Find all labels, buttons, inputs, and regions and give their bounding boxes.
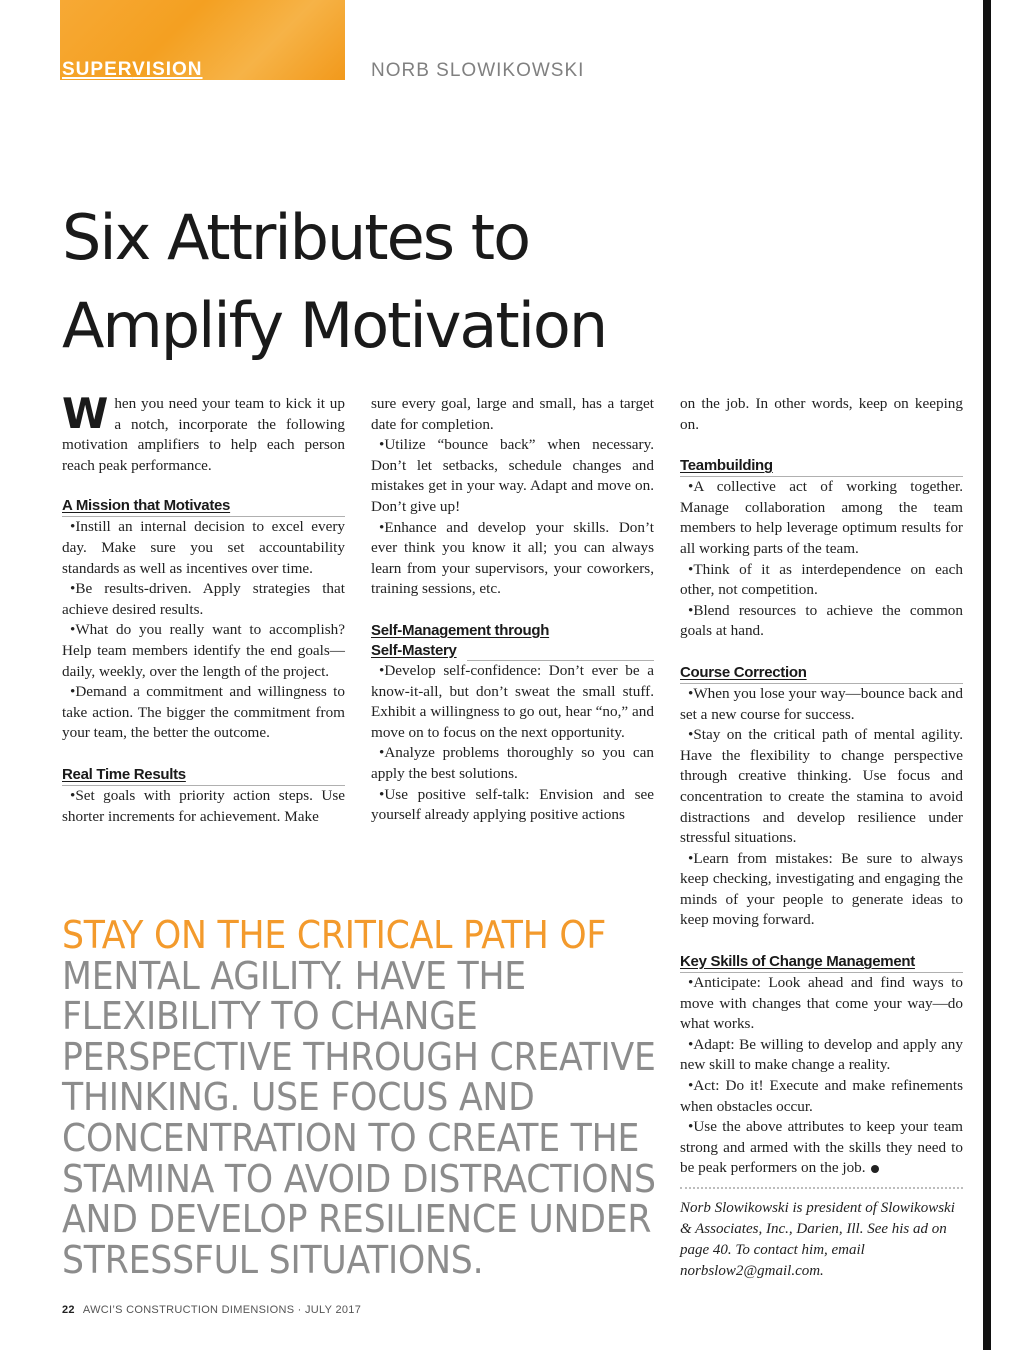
bullet-item: •Enhance and develop your skills. Don’t ever think you know it all; you can always learn from your supervisors, your coworkers, training sessions, etc. <box>371 518 654 598</box>
bullet-item: •Utilize “bounce back” when necessary. Don’t let setbacks, schedule changes and mistakes get in your way. Adapt and move on. Don’t give up! <box>371 436 654 515</box>
bio-divider <box>680 1187 963 1189</box>
publication-name: AWCI’S CONSTRUCTION DIMENSIONS · JULY 2017 <box>82 1304 362 1316</box>
pull-quote <box>62 913 662 1283</box>
bullet-item: •Act: Do it! Execute and make refinements when obstacles occur. <box>680 1077 963 1115</box>
drop-cap: W <box>62 389 109 438</box>
pull-quote-body: MENTAL AGILITY. HAVE THE FLEXIBILITY TO CHANGE PERSPECTIVE THROUGH CREATIVE THINKING. USE FOCUS AND CONCENTRATION TO CREATE THE STAMINA TO AVOID DISTRACTIONS AND DEVELOP RESILIENCE UNDER STRESSFUL SITUATIONS. <box>62 953 656 1283</box>
bullet-item: •Demand a commitment and willingness to take action. The bigger the commitment from your team, the better the outcome. <box>62 683 345 742</box>
bullet-item: •Analyze problems thoroughly so you can apply the best solutions. <box>371 744 654 782</box>
title-line-2: Amplify Motivation <box>62 289 607 362</box>
page-footer <box>62 1304 361 1316</box>
article-title <box>62 194 762 370</box>
bullet-continuation: on the job. In other words, keep on keeping on. <box>680 395 963 433</box>
bullet-item: •Be results-driven. Apply strategies that achieve desired results. <box>62 580 345 618</box>
section-tag-light: VISION <box>132 59 203 80</box>
subhead-realtime: Real Time Results <box>62 765 345 786</box>
subhead-mission: A Mission that Motivates <box>62 496 345 517</box>
bullet-item: •Develop self-confidence: Don’t ever be a know-it-all, but don’t sweat the small stuff. Exhibit a willingness to go out, hear “no,” and move on to focus on the next opportunity. <box>371 661 654 741</box>
intro-paragraph <box>62 389 345 476</box>
subhead-course-correction: Course Correction <box>680 663 963 684</box>
bullet-item: •Blend resources to achieve the common goals at hand. <box>680 601 963 640</box>
page-edge-rule <box>983 0 991 1350</box>
subhead-selfmgmt-line2: Self-Mastery <box>371 641 457 659</box>
end-mark-icon <box>871 1165 879 1173</box>
pull-quote-highlight: STAY ON THE CRITICAL PATH OF <box>62 913 607 958</box>
intro-text: hen you need your team to kick it up a notch, incorporate the following motivation amplifiers to help each person reach peak performance. <box>62 395 345 474</box>
bullet-continuation: sure every goal, large and small, has a target date for completion. <box>371 395 654 433</box>
bullet-item: •Stay on the critical path of mental agility. Have the flexibility to change perspective through creative thinking. Use focus and concentration to create the stamina to avoid distractions and develop resilience under stressful situations. <box>680 726 963 847</box>
subhead-teambuilding: Teambuilding <box>680 456 963 477</box>
author-name: NORB SLOWIKOWSKI <box>371 60 585 81</box>
bullet-item: •Use positive self-talk: Envision and see yourself already applying positive actions <box>371 785 654 824</box>
author-bio: Norb Slowikowski is president of Slowikowski & Associates, Inc., Darien, Ill. See his ad on page 40. To contact him, email norbslow2@gmail.com. <box>680 1200 955 1279</box>
bullet-item: •Think of it as interdependence on each other, not competition. <box>680 560 963 599</box>
bullet-item-last <box>680 1117 963 1179</box>
subhead-selfmgmt <box>371 621 654 661</box>
column-1 <box>62 389 345 827</box>
bullet-item: •A collective act of working together. Manage collaboration among the team members to help leverage optimum results for all working parts of the team. <box>680 478 963 557</box>
bullet-item: •Instill an internal decision to excel every day. Make sure you set accountability standards as well as incentives over time. <box>62 518 345 577</box>
title-line-1: Six Attributes to <box>62 201 529 274</box>
bullet-item: •Anticipate: Look ahead and find ways to move with changes that come your way—do what works. <box>680 974 963 1033</box>
bullet-item: •What do you really want to accomplish? Help team members identify the end goals—daily, weekly, over the length of the project. <box>62 621 345 680</box>
column-3 <box>680 394 963 1179</box>
last-bullet-text: •Use the above attributes to keep your team strong and armed with the skills they need to be peak performers on the job. <box>680 1118 963 1177</box>
section-tag-bold: SUPER <box>62 59 133 80</box>
section-tag <box>62 59 203 81</box>
bullet-item: •Set goals with priority action steps. Use shorter increments for achievement. Make <box>62 786 345 825</box>
column-2 <box>371 394 654 826</box>
bullet-item: •When you lose your way—bounce back and set a new course for success. <box>680 684 963 723</box>
bullet-item: •Adapt: Be willing to develop and apply any new skill to make change a reality. <box>680 1035 963 1074</box>
subhead-key-skills: Key Skills of Change Management <box>680 952 963 973</box>
subhead-selfmgmt-line1: Self-Management through <box>371 621 550 639</box>
bullet-item: •Learn from mistakes: Be sure to always keep checking, investigating and engaging the minds of your people to generate ideas to keep moving forward. <box>680 849 963 929</box>
page-number: 22 <box>62 1304 75 1316</box>
